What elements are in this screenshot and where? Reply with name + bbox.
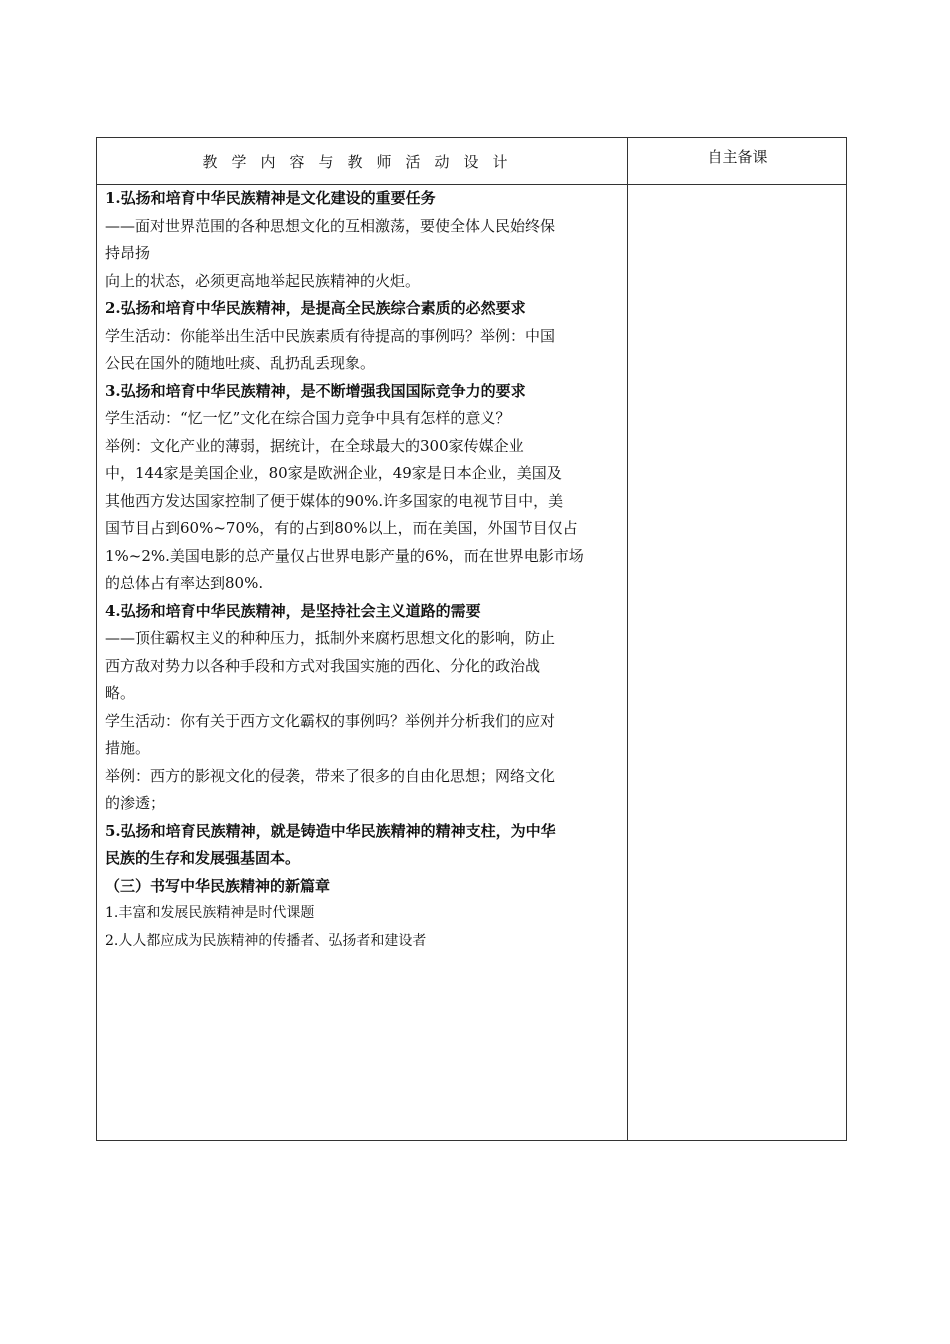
content-line: 其他西方发达国家控制了便于媒体的90%.许多国家的电视节目中，美 xyxy=(105,491,564,510)
header-self-preparation: 自主备课 xyxy=(707,147,768,166)
section-heading-1: 1.弘扬和培育中华民族精神是文化建设的重要任务 xyxy=(105,189,436,207)
content-line: 学生活动：你有关于西方文化霸权的事例吗？举例并分析我们的应对 xyxy=(105,711,556,730)
section-heading-5-cont: 民族的生存和发展强基固本。 xyxy=(105,849,301,867)
section-heading-3: 3.弘扬和培育中华民族精神，是不断增强我国国际竞争力的要求 xyxy=(105,381,526,400)
content-line: 学生活动：“忆一忆”文化在综合国力竞争中具有怎样的意义？ xyxy=(105,409,511,427)
content-line: 向上的状态，必须更高地举起民族精神的火炬。 xyxy=(105,271,421,290)
content-line: 中，144家是美国企业，80家是欧洲企业，49家是日本企业，美国及 xyxy=(105,464,562,482)
content-line: 的渗透； xyxy=(105,794,166,812)
section-heading-4: 4.弘扬和培育中华民族精神，是坚持社会主义道路的需要 xyxy=(105,601,481,620)
column-divider xyxy=(627,138,628,1140)
content-line: 国节目占到60%~70%，有的占到80%以上，而在美国，外国节目仅占 xyxy=(105,519,578,537)
teaching-content-cell xyxy=(105,185,620,955)
section-heading-5: 5.弘扬和培育民族精神，就是铸造中华民族精神的精神支柱，为中华 xyxy=(105,821,556,840)
content-line: 举例：西方的影视文化的侵袭，带来了很多的自由化思想；网络文化 xyxy=(105,766,556,785)
content-line: ——面对世界范围的各种思想文化的互相激荡，要使全体人民始终保 xyxy=(105,216,556,235)
content-line: 举例：文化产业的薄弱，据统计，在全球最大的300家传媒企业 xyxy=(105,436,524,455)
content-line: 1%~2%.美国电影的总产量仅占世界电影产量的6%，而在世界电影市场 xyxy=(105,546,584,565)
content-line: 西方敌对势力以各种手段和方式对我国实施的西化、分化的政治战 xyxy=(105,656,541,675)
content-line: 持昂扬 xyxy=(105,244,151,262)
lesson-plan-table xyxy=(96,137,847,1141)
content-line: 的总体占有率达到80%. xyxy=(105,574,264,592)
content-line: 措施。 xyxy=(105,739,151,757)
subsection-heading: （三）书写中华民族精神的新篇章 xyxy=(105,876,331,895)
content-line: 1.丰富和发展民族精神是时代课题 xyxy=(105,905,315,921)
content-line: ——顶住霸权主义的种种压力，抵制外来腐朽思想文化的影响，防止 xyxy=(105,629,556,647)
section-heading-2: 2.弘扬和培育中华民族精神，是提高全民族综合素质的必然要求 xyxy=(105,299,526,317)
content-line: 2.人人都应成为民族精神的传播者、弘扬者和建设者 xyxy=(105,932,427,949)
header-teaching-content: 教学内容与教师活动设计 xyxy=(202,152,522,171)
content-line: 公民在国外的随地吐痰、乱扔乱丢现象。 xyxy=(105,354,376,372)
content-line: 学生活动：你能举出生活中民族素质有待提高的事例吗？举例：中国 xyxy=(105,326,556,345)
content-line: 略。 xyxy=(105,684,136,702)
